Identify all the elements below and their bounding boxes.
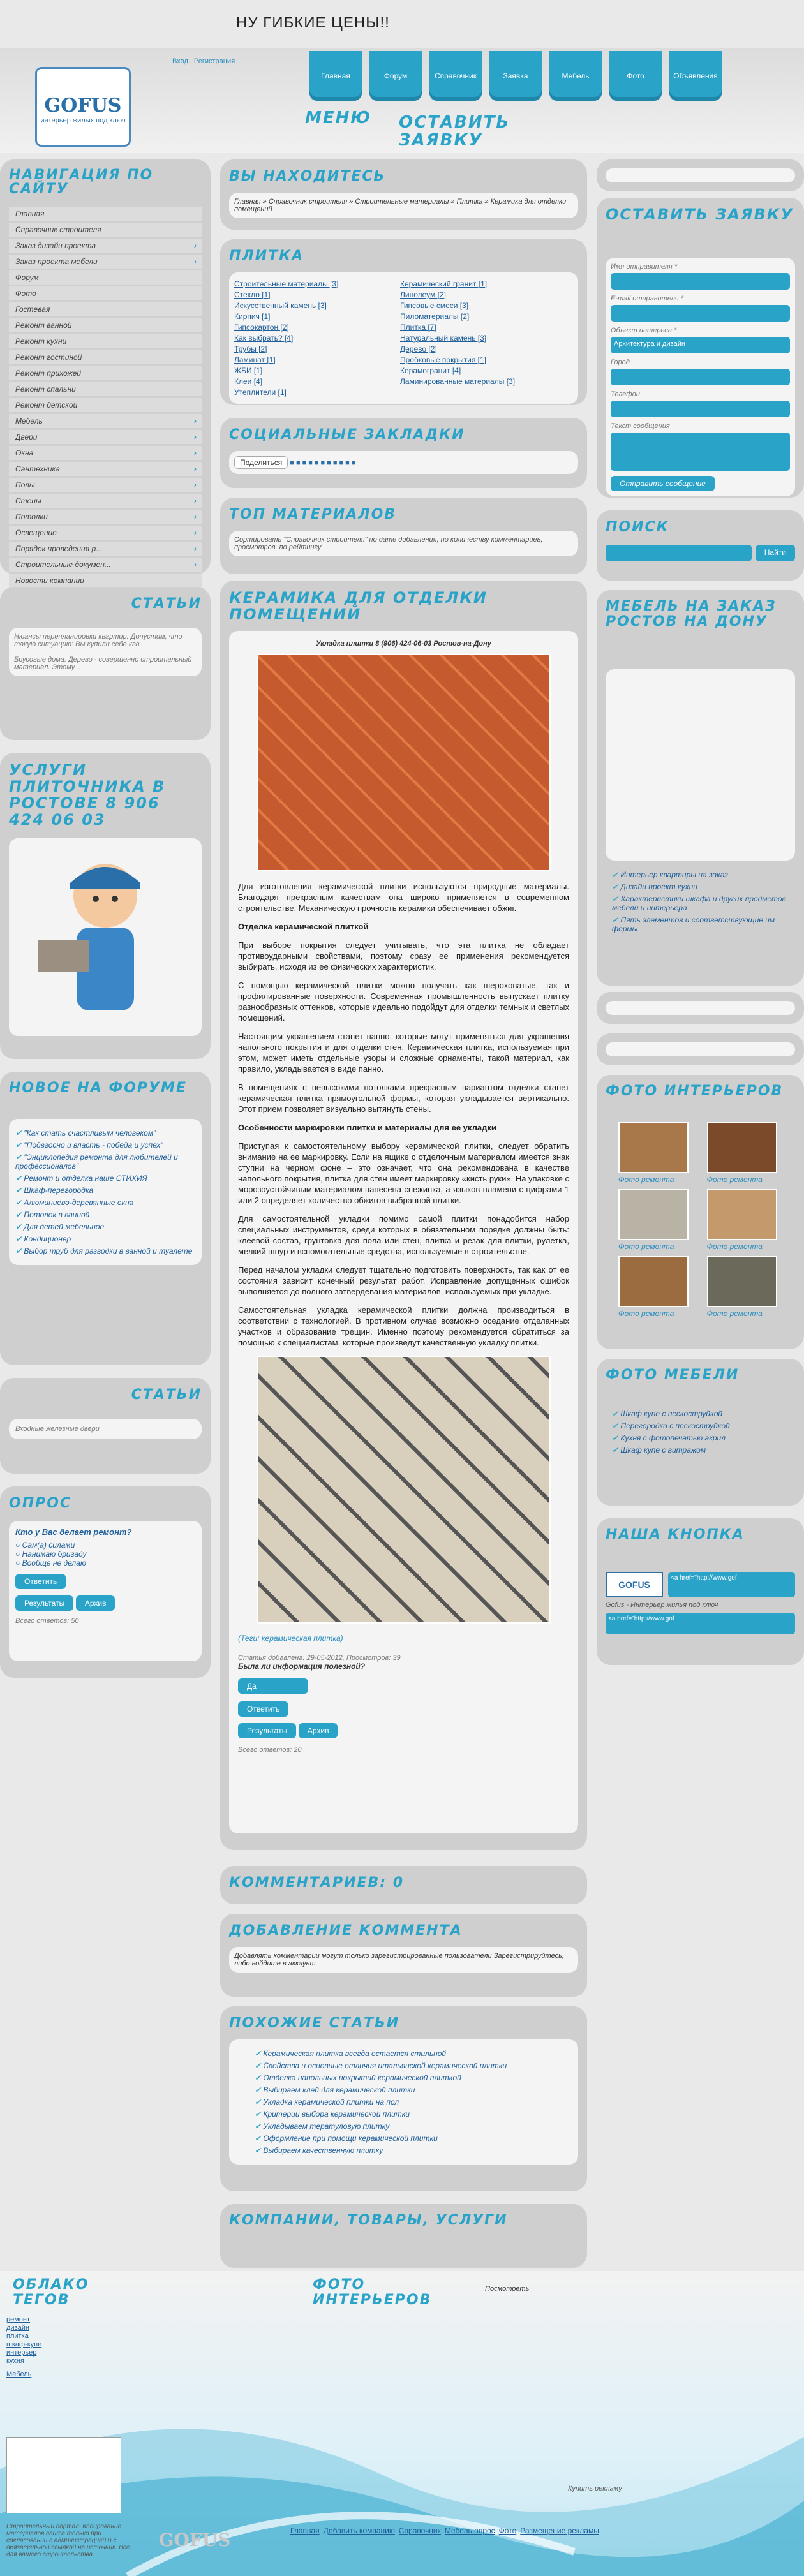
poll-title: ОПРОС [9,1495,72,1511]
top-title: ТОП МАТЕРИАЛОВ [229,507,397,522]
forum-list [9,1119,202,1265]
paragraph: С помощью керамической плитки можно получать как шероховатые, так и профилированные поверхности. Современная промышленность выпускает плитку разнообразных оттенков, которые идеально подойдут для отделки темных и светлых помещений. [238,981,569,1023]
related-list [229,2039,578,2165]
footer-photo-title: ФОТО ИНТЕРЬЕРОВ [313,2277,432,2308]
nav-item[interactable]: Ремонт гостиной [9,350,202,364]
category-link[interactable]: Гипсовые смеси [3] [400,301,469,310]
banner-code-2[interactable]: <a href="http://www.gof [606,1613,795,1634]
related-item[interactable]: ✔ Свойства и основные отличия итальянской керамической плитки [255,2061,553,2070]
stats2-panel [0,1378,211,1474]
poll-option[interactable]: ○ Вообще не делаю [15,1558,86,1567]
furniture-photo-link[interactable]: ✔ Кухня с фотопечатью акрил [612,1433,789,1442]
forum-title: НОВОЕ НА ФОРУМЕ [9,1080,187,1096]
related-item[interactable]: ✔ Критерии выбора керамической плитки [255,2110,553,2119]
add-comment-text[interactable]: Добавлять комментарии могут только зарегистрированные пользователи Зарегистрируйтесь, либо войдите в аккаунт [229,1947,578,1973]
photo-furniture-panel [597,1359,804,1506]
related-item[interactable]: ✔ Выбираем качественную плитку [255,2146,553,2155]
share-bar [229,451,578,474]
category-link[interactable]: Кирпич [1] [234,312,271,321]
paragraph: Приступая к самостоятельному выбору керамической плитки, следует обратить внимание на ее маркировку. Если на ящике с отделочным материалом имеется знак ступни на черном фоне – это означает, что она рекомендована в качестве напольного покрытия, плитка для стен имеет маркировку «кисть руки». На упаковке с морозоустойчивым материалом нанесена снежинка, а языков пламени с цифрами 1 или 2 определяет количество обжигов выбранной плитки. [238,1141,569,1205]
search-button[interactable]: Найти [756,545,795,561]
menu-label: МЕНЮ [305,108,371,128]
paragraph: Для самостоятельной укладки помимо самой плитки понадобится набор специальных инструментов, среди которых в обязательном порядке должны быть: клеевой состав, грунтовка для пола или стен, плитка и резак для плитки, рулетка, мелкий шнур и вспомогательные средства, используемые в строительстве. [238,1214,569,1256]
paragraph: При выборе покрытия следует учитывать, что эта плитка не обладает противоударными свойствами, поэтому сразу ее применения рекомендуется выбирать, исходя из ее физических характеристик. [238,940,569,972]
stats-item[interactable]: Нюансы перепланировки квартир: Допустим, что такую ситуацию: Вы купили себе ква... [14,633,182,648]
category-link[interactable]: ЖБИ [1] [234,366,263,375]
logo-name: GOFUS [44,94,122,117]
user-links[interactable]: Вход | Регистрация [172,57,235,65]
poll-question: Кто у Вас делает ремонт? [15,1527,132,1537]
nav-photo[interactable]: Фото [609,51,662,101]
company-panel [220,2204,587,2268]
paragraph: Для изготовления керамической плитки используются природные материалы. Благодаря прекрасным качествам она широко применяется в современном строительстве. Механическую прочность керамики обеспечивает обжиг. [238,882,569,913]
category-link[interactable]: Ламинат [1] [234,355,276,364]
nav-item[interactable]: Заказ дизайн проекта › [9,239,202,253]
order-form [606,258,795,496]
nav-item[interactable]: Мебель › [9,414,202,428]
counters [6,2437,121,2513]
nav-item[interactable]: Потолки › [9,510,202,524]
photo-furniture-title: ФОТО МЕБЕЛИ [606,1367,740,1383]
name-label: Имя отправителя * [611,263,678,270]
forum-item[interactable]: ✔ Ремонт и отделка наше СТИХИЯ [15,1174,195,1183]
right-spacer-panel-3 [597,1033,804,1065]
object-select[interactable]: Архитектура и дизайн [611,337,790,353]
category-link[interactable]: Керамический гранит [1] [400,279,488,288]
heading: Отделка керамической плиткой [238,922,369,931]
category-lists [229,272,578,404]
comments-panel [220,1866,587,1904]
category-link[interactable]: Линолеум [2] [400,290,446,299]
nav-item[interactable]: Ремонт кухни [9,334,202,348]
footer-link[interactable]: Фото [498,2526,517,2535]
poll-total: Всего ответов: 50 [15,1617,79,1625]
poll-results-button[interactable]: Результаты [15,1595,73,1611]
message-field[interactable] [611,433,790,471]
photo-item[interactable]: Фото ремонта [707,1122,783,1184]
related-item[interactable]: ✔ Оформление при помощи керамической плитки [255,2134,553,2143]
category-link[interactable]: Трубы [2] [234,344,267,353]
category-link[interactable]: Плитка [7] [400,323,436,332]
add-comment-panel [220,1914,587,1997]
tile-photo-1 [257,654,551,871]
nav-ads[interactable]: Объявления [669,51,722,101]
forum-item[interactable]: ✔ "Как стать счастливым человеком" [15,1129,195,1137]
nav-item[interactable]: Справочник строителя [9,223,202,237]
article-tags[interactable]: (Теги: керамическая плитка) [238,1634,343,1643]
useful-vote-button[interactable]: Ответить [238,1701,288,1717]
stats2-item[interactable]: Входные железные двери [9,1419,202,1439]
cloud-title: ОБЛАКО ТЕГОВ [13,2277,89,2308]
footer-link[interactable]: Справочник [398,2526,441,2535]
forum-item[interactable]: ✔ "Энциклопедия ремонта для любителей и профессионалов" [15,1153,195,1171]
category-link[interactable]: Искусственный камень [3] [234,301,327,310]
category-link[interactable]: Ламинированные материалы [3] [400,377,516,386]
services-title: УСЛУГИ ПЛИТОЧНИКА В РОСТОВЕ 8 906 424 06 03 [9,761,166,829]
object-label: Объект интереса * [611,327,677,334]
category-link[interactable]: Клеи [4] [234,377,263,386]
nav-reference[interactable]: Справочник [429,51,482,101]
category-link[interactable]: Керамогранит [4] [400,366,461,375]
category-link[interactable]: Утеплители [1] [234,388,287,397]
tag-link[interactable]: плитка [6,2332,29,2340]
category-link[interactable]: Пробковые покрытия [1] [400,355,487,364]
tile-photo-2 [257,1356,551,1624]
category-title: ПЛИТКА [229,248,304,264]
forum-panel [0,1072,211,1365]
furniture-link[interactable]: ✔ Дизайн проект кухни [612,882,789,891]
poll-archive-button[interactable]: Архив [76,1595,115,1611]
share-icons[interactable]: ■■■■■■■■■■■ [290,459,358,467]
forum-item[interactable]: ✔ Для детей мебельное [15,1222,195,1231]
nav-item[interactable]: Сантехника › [9,462,202,476]
social-title: СОЦИАЛЬНЫЕ ЗАКЛАДКИ [229,427,465,443]
order-panel [597,198,804,498]
nav-item[interactable]: Форум [9,270,202,285]
related-item[interactable]: ✔ Отделка напольных покрытий керамической плиткой [255,2073,553,2082]
nav-item[interactable]: Заказ проекта мебели › [9,255,202,269]
related-panel [220,2006,587,2191]
useful-question: Была ли информация полезной? [238,1662,366,1671]
furniture-photo-link[interactable]: ✔ Шкаф купе с пескоструйкой [612,1409,789,1418]
footer-link[interactable]: Мебель опрос [444,2526,495,2535]
our-button-title: НАША КНОПКА [606,1527,745,1543]
article-title: КЕРАМИКА ДЛЯ ОТДЕЛКИ ПОМЕЩЕНИЙ [229,589,488,623]
tag-cloud [6,2316,41,2379]
category-link[interactable]: Стекло [1] [234,290,271,299]
poll-panel [0,1486,211,1678]
footer-link[interactable]: Размещение рекламы [520,2526,599,2535]
footer-links [290,2526,599,2535]
forum-item[interactable]: ✔ Кондиционер [15,1234,195,1243]
forum-item[interactable]: ✔ Алюминиево-деревянные окна [15,1198,195,1207]
poll-vote-button[interactable]: Ответить [15,1574,66,1589]
tag-link[interactable]: интерьер [6,2349,37,2357]
article-panel [220,581,587,1850]
poll-body [9,1521,202,1661]
footer-link[interactable]: Добавить компанию [323,2526,395,2535]
forum-item[interactable]: ✔ Шкаф-перегородка [15,1186,195,1195]
category-panel [220,239,587,405]
city-field[interactable] [611,369,790,385]
tag-link[interactable]: ремонт [6,2316,31,2323]
nav-item[interactable]: Новости компании [9,574,202,588]
phone-label: Телефон [611,390,640,398]
stats-panel [0,587,211,740]
furniture-title: МЕБЕЛЬ НА ЗАКАЗ РОСТОВ НА ДОНУ [606,598,777,630]
paragraph: Перед началом укладки следует тщательно подготовить поверхность, так как от ее состояния зависит конечный результат работ. Исправление допущенных ошибок выполняется до полного затвердевания материалов, используемых при укладке. [238,1265,569,1296]
photo-item[interactable]: Фото ремонта [618,1122,694,1184]
right-spacer-panel [597,159,804,191]
logo-sub: интерьер жилых под ключ [40,117,126,124]
related-title: ПОХОЖИЕ СТАТЬИ [229,2015,400,2031]
tag-link[interactable]: шкаф-купе [6,2341,42,2348]
related-item[interactable]: ✔ Укладка керамической плитки на пол [255,2098,553,2106]
forum-item[interactable]: ✔ "Подвгосно и власть - победа и успех" [15,1141,195,1150]
nav-item[interactable]: Ремонт детской [9,398,202,412]
poll-option[interactable]: ○ Сам(а) силами [15,1541,75,1550]
nav-item[interactable]: Ремонт ванной [9,318,202,332]
footer [0,2271,804,2576]
send-button[interactable]: Отправить сообщение [611,476,715,491]
nav-item[interactable]: Полы › [9,478,202,492]
related-item[interactable]: ✔ Выбираем клей для керамической плитки [255,2085,553,2094]
furniture-ad [606,669,795,861]
banner-code[interactable]: <a href="http://www.gof [668,1572,795,1597]
useful-archive-button[interactable]: Архив [299,1723,338,1738]
article-meta: Статья добавлена: 29-05-2012, Просмотров: 39 [238,1654,401,1662]
email-label: E-mail отправителя * [611,295,683,302]
related-item[interactable]: ✔ Керамическая плитка всегда остается стильной [255,2049,553,2058]
stats-list [9,628,202,676]
paragraph: Самостоятельная укладка керамической плитки должна производиться в соответствии с технологией. В противном случае возможно оседание отделанных участков и образование трещин. Именно поэтому рекомендуется обратиться за помощью к специалистам, которые произведут качественную укладку плитки. [238,1305,569,1347]
photo-item[interactable]: Фото ремонта [618,1189,694,1251]
paragraph: Настоящим украшением станет панно, которые могут применяться для украшения напольного покрытия и для отделки стен. Керамическая плитка, используемая при этом, может иметь отдельные узоры и сложные орнаменты, такой материал, как правило, укладывается в виде панно. [238,1032,569,1074]
social-panel [220,418,587,488]
category-link[interactable]: Натуральный камень [3] [400,334,487,343]
stats2-title: СТАТЬИ [131,1387,202,1403]
category-link[interactable]: Дерево [2] [400,344,437,353]
article-subtitle: Укладка плитки 8 (906) 424-06-03 Ростов-на-Дону [316,640,491,648]
forum-item[interactable]: ✔ Выбор труб для разводки в ванной и туалете [15,1247,195,1255]
banner-logo[interactable]: GOFUS [606,1572,663,1597]
photo-interiors-title: ФОТО ИНТЕРЬЕРОВ [606,1083,784,1099]
right-spacer-panel-2 [597,992,804,1024]
useful-total: Всего ответов: 20 [238,1746,302,1754]
furniture-link[interactable]: ✔ Характеристики шкафа и других предметов мебели и интерьера [612,894,789,912]
sort-text[interactable]: Сортировать "Справочник строителя" по дате добавления, по количеству комментариев, просмотров, по рейтингу [229,531,578,556]
footer-link[interactable]: Главная [290,2526,320,2535]
nav-item[interactable]: Ремонт спальни [9,382,202,396]
city-label: Город [611,359,630,366]
nav-item[interactable]: Главная [9,207,202,221]
nav-order[interactable]: Заявка [489,51,542,101]
forum-item[interactable]: ✔ Потолок в ванной [15,1210,195,1219]
useful-results-button[interactable]: Результаты [238,1723,296,1738]
article-body [229,631,578,1833]
furniture-photo-link[interactable]: ✔ Перегородка с пескоструйкой [612,1421,789,1430]
furniture-panel [597,590,804,986]
top-materials-panel [220,498,587,574]
email-field[interactable] [611,305,790,322]
nav-item[interactable]: Освещение › [9,526,202,540]
category-link[interactable]: Как выбрать? [4] [234,334,294,343]
banner-desc: Gofus - Интерьер жилья под ключ [606,1601,718,1609]
add-comment-title: ДОБАВЛЕНИЕ КОММЕНТА [229,1923,463,1939]
tiler-illustration [9,838,202,1036]
tag-link[interactable]: Мебель [6,2371,32,2378]
nav-item[interactable]: Окна › [9,446,202,460]
category-link[interactable]: Пиломатериалы [2] [400,312,470,321]
category-link[interactable]: Строительные материалы [3] [234,279,339,288]
footer-photo-link[interactable]: Посмотреть [485,2285,530,2293]
tagline: НУ ГИБКИЕ ЦЕНЫ!! [236,14,390,31]
photo-item[interactable]: Фото ремонта [707,1256,783,1318]
site-logo[interactable] [35,67,131,147]
breadcrumb-panel [220,159,587,230]
phone-field[interactable] [611,401,790,417]
furniture-photo-link[interactable]: ✔ Шкаф купе с витражом [612,1446,789,1455]
nav-furniture[interactable]: Мебель [549,51,602,101]
message-label: Текст сообщения [611,422,670,430]
copyright: Строительный портал. Копирование материалов сайта только при согласовании с администрацией и с обязательной ссылкой на источник. Все для вашего строительства. [6,2523,130,2558]
useful-select[interactable]: Да [238,1678,308,1694]
photo-interiors-panel [597,1075,804,1349]
breadcrumb[interactable]: Главная » Справочник строителя » Строительные материалы » Плитка » Керамика для отделки помещений [229,193,578,218]
nav-item[interactable]: Двери › [9,430,202,444]
tag-link[interactable]: дизайн [6,2324,29,2332]
comments-title: КОММЕНТАРИЕВ: 0 [229,1875,405,1891]
nav-item[interactable]: Порядок проведения р... › [9,542,202,556]
buy-ad-link[interactable]: Купить рекламу [568,2485,622,2492]
footer-logo: GOFUS [158,2529,231,2550]
furniture-link[interactable]: ✔ Интерьер квартиры на заказ [612,870,789,879]
order-title: ОСТАВИТЬ ЗАЯВКУ [606,205,794,223]
site-nav-title: НАВИГАЦИЯ ПО САЙТУ [9,167,154,197]
search-title: ПОИСК [606,519,669,535]
nav-item[interactable]: Стены › [9,494,202,508]
furniture-link[interactable]: ✔ Пять элементов и соответствующие им формы [612,915,789,933]
company-title: КОМПАНИИ, ТОВАРЫ, УСЛУГИ [229,2212,508,2228]
site-nav-panel [0,159,211,585]
photo-item[interactable]: Фото ремонта [707,1189,783,1251]
search-input[interactable] [606,545,752,561]
main-nav [309,51,722,101]
you-are-title: ВЫ НАХОДИТЕСЬ [229,168,386,184]
order-label[interactable]: ОСТАВИТЬ ЗАЯВКУ [399,113,510,150]
nav-item[interactable]: Гостевая [9,302,202,316]
nav-home[interactable]: Главная [309,51,362,101]
poll-option[interactable]: ○ Нанимаю бригаду [15,1550,87,1558]
stats-title: СТАТЬИ [131,596,202,612]
site-nav-list [9,207,202,588]
heading: Особенности маркировки плитки и материалы для ее укладки [238,1123,496,1132]
nav-forum[interactable]: Форум [369,51,422,101]
nav-item[interactable]: Строительные докумен... › [9,558,202,572]
paragraph: В помещениях с невысокими потолками прекрасным вариантом отделки станет керамическая плитка прямоугольной формы, которая укладывается вертикально. Этот прием позволяет визуально вытянуть стены. [238,1083,569,1114]
tag-link[interactable]: кухня [6,2357,24,2365]
category-link[interactable]: Гипсокартон [2] [234,323,289,332]
our-button-panel [597,1518,804,1665]
nav-item[interactable]: Ремонт прихожей [9,366,202,380]
name-field[interactable] [611,273,790,290]
nav-item[interactable]: Фото [9,286,202,300]
services-panel [0,753,211,1059]
search-panel [597,510,804,581]
share-button[interactable]: Поделиться [234,456,288,469]
photo-item[interactable]: Фото ремонта [618,1256,694,1318]
related-item[interactable]: ✔ Укладываем тератуловую плитку [255,2122,553,2131]
stats-item[interactable]: Брусовые дома: Дерево - совершенно строительный материал. Этому... [14,656,192,671]
